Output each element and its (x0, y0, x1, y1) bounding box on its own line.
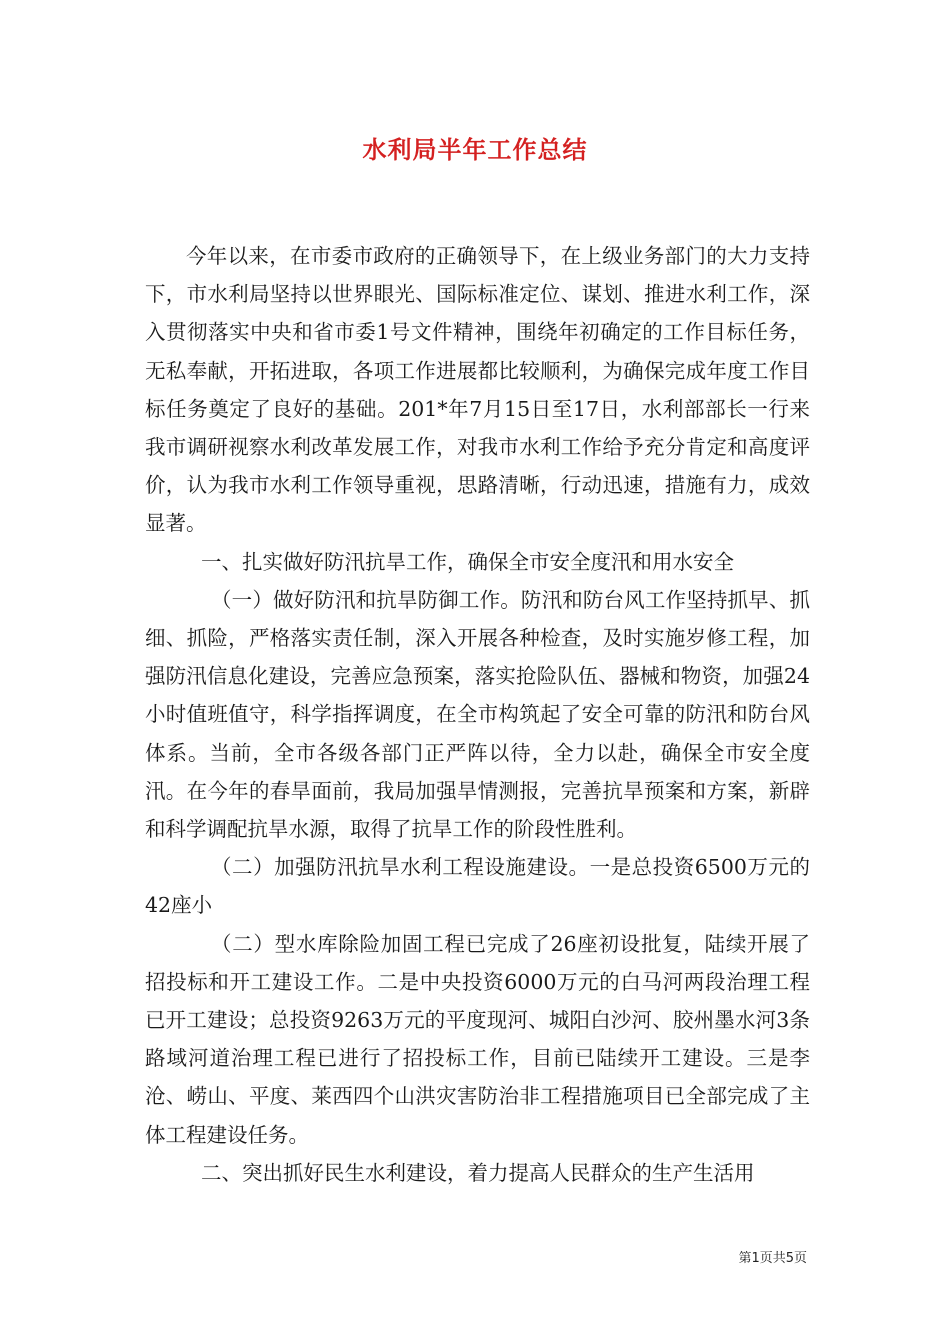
page-number: 第1页共5页 (738, 1251, 807, 1266)
paragraph-reservoir-reinforcement: （二）型水库除险加固工程已完成了26座初设批复，陆续开展了招投标和开工建设工作。二是中央投资6000万元的白马河两段治理工程已开工建设；总投资9263万元的平度现河、城阳白沙河、胶州墨水河3条路域河道治理工程已进行了招投标工作，目前已陆续开工建设。三是李沧、崂山、平度、莱西四个山洪灾害防治非工程措施项目已全部完成了主体工程建设任务。 (145, 931, 810, 1147)
section-heading-2: 二、突出抓好民生水利建设，着力提高人民群众的生产生活用 (201, 1160, 755, 1185)
paragraph-intro: 今年以来，在市委市政府的正确领导下，在上级业务部门的大力支持下，市水利局坚持以世界眼光、国际标准定位、谋划、推进水利工作，深入贯彻落实中央和省市委1号文件精神，围绕年初确定的工作目标任务，无私奉献，开拓进取，各项工作进展都比较顺利，为确保完成年度工作目标任务奠定了良好的基础。201*年7月15日至17日，水利部部长一行来我市调研视察水利改革发展工作，对我市水利工作给予充分肯定和高度评价，认为我市水利工作领导重视，思路清晰，行动迅速，措施有力，成效显著。 (145, 244, 810, 536)
paragraph-flood-defense: （一）做好防汛和抗旱防御工作。防汛和防台风工作坚持抓早、抓细、抓险，严格落实责任制，深入开展各种检查，及时实施岁修工程，加强防汛信息化建设，完善应急预案，落实抢险队伍、器械和物资，加强24小时值班值守，科学指挥调度，在全市构筑起了安全可靠的防汛和防台风体系。当前，全市各级各部门正严阵以待，全力以赴，确保全市安全度汛。在今年的春旱面前，我局加强旱情测报，完善抗旱预案和方案，新辟和科学调配抗旱水源，取得了抗旱工作的阶段性胜利。 (145, 587, 810, 842)
section-heading-1: 一、扎实做好防汛抗旱工作，确保全市安全度汛和用水安全 (201, 549, 734, 574)
document-title: 水利局半年工作总结 (362, 135, 588, 164)
paragraph-facility-construction: （二）加强防汛抗旱水利工程设施建设。一是总投资6500万元的42座小 (145, 855, 810, 918)
document-body (145, 237, 810, 1192)
